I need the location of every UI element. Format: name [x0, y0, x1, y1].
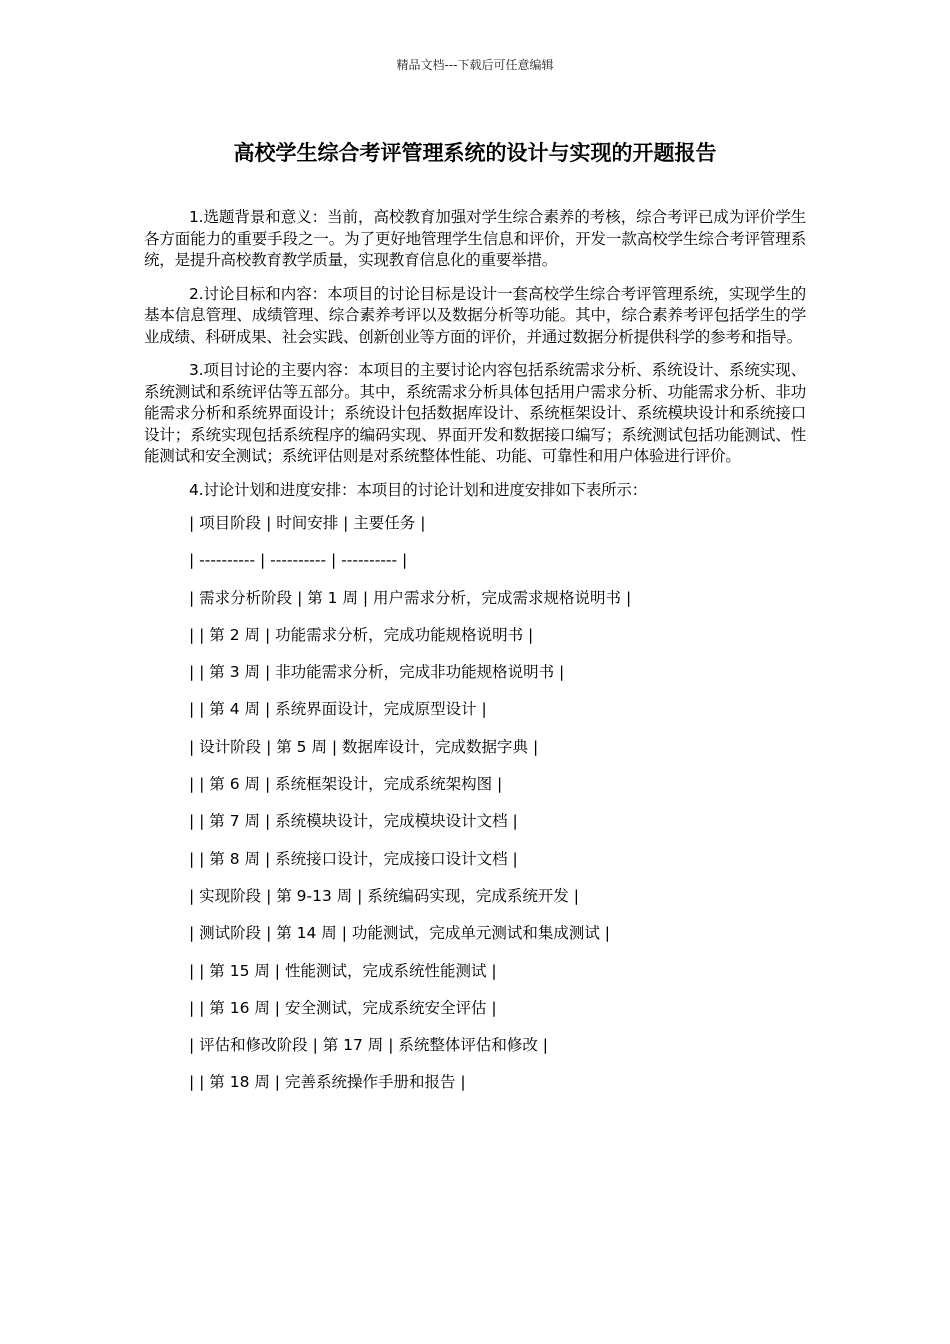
paragraph-main-content: 3.项目讨论的主要内容：本项目的主要讨论内容包括系统需求分析、系统设计、系统实现、系统测试和系统评估等五部分。其中，系统需求分析具体包括用户需求分析、功能需求分析、非功能需求分析和系统界面设计；系统设计包括数据库设计、系统框架设计、系统模块设计和系统接口设计；系统实现包括系统程序的编码实现、界面开发和数据接口编写；系统测试包括功能测试、性能测试和安全测试；系统评估则是对系统整体性能、功能、可靠性和用户体验进行评价。: [144, 361, 806, 465]
document-title: 高校学生综合考评管理系统的设计与实现的开题报告: [233, 141, 717, 165]
table-header-row: | 项目阶段 | 时间安排 | 主要任务 |: [189, 514, 426, 532]
table-row: | | 第 2 周 | 功能需求分析，完成功能规格说明书 |: [189, 625, 534, 644]
table-row: | | 第 4 周 | 系统界面设计，完成原型设计 |: [189, 700, 487, 719]
table-row: | | 第 6 周 | 系统框架设计，完成系统架构图 |: [189, 775, 503, 794]
table-row: | | 第 7 周 | 系统模块设计，完成模块设计文档 |: [189, 812, 518, 831]
table-row: | 设计阶段 | 第 5 周 | 数据库设计，完成数据字典 |: [189, 737, 539, 756]
paragraph-schedule-intro: 4.讨论计划和进度安排：本项目的讨论计划和进度安排如下表所示：: [188, 480, 648, 499]
paragraph-goals: 2.讨论目标和内容：本项目的讨论目标是设计一套高校学生综合考评管理系统，实现学生的基本信息管理、成绩管理、综合素养考评以及数据分析等功能。其中，综合素养考评包括学生的学业成绩、科研成果、社会实践、创新创业等方面的评价，并通过数据分析提供科学的参考和指导。: [144, 284, 806, 346]
table-row: | | 第 15 周 | 性能测试，完成系统性能测试 |: [189, 961, 497, 980]
table-row: | 评估和修改阶段 | 第 17 周 | 系统整体评估和修改 |: [189, 1036, 549, 1055]
table-row: | | 第 18 周 | 完善系统操作手册和报告 |: [189, 1073, 466, 1092]
paragraph-background: 1.选题背景和意义：当前，高校教育加强对学生综合素养的考核，综合考评已成为评价学生各方面能力的重要手段之一。为了更好地管理学生信息和评价，开发一款高校学生综合考评管理系统，是提升高校教育教学质量，实现教育信息化的重要举措。: [144, 208, 806, 269]
page-header: 精品文档---下载后可任意编辑: [396, 58, 554, 72]
table-row: | | 第 8 周 | 系统接口设计，完成接口设计文档 |: [189, 849, 518, 868]
table-row: | | 第 16 周 | 安全测试，完成系统安全评估 |: [189, 998, 497, 1017]
table-separator-row: | ---------- | ---------- | ---------- |: [189, 551, 408, 570]
schedule-table: [144, 513, 806, 1110]
document-body: [144, 207, 806, 1110]
table-row: | 实现阶段 | 第 9-13 周 | 系统编码实现，完成系统开发 |: [189, 886, 579, 905]
table-row: | | 第 3 周 | 非功能需求分析，完成非功能规格说明书 |: [189, 663, 565, 682]
table-row: | 测试阶段 | 第 14 周 | 功能测试，完成单元测试和集成测试 |: [189, 924, 611, 943]
table-row: | 需求分析阶段 | 第 1 周 | 用户需求分析，完成需求规格说明书 |: [189, 588, 632, 607]
